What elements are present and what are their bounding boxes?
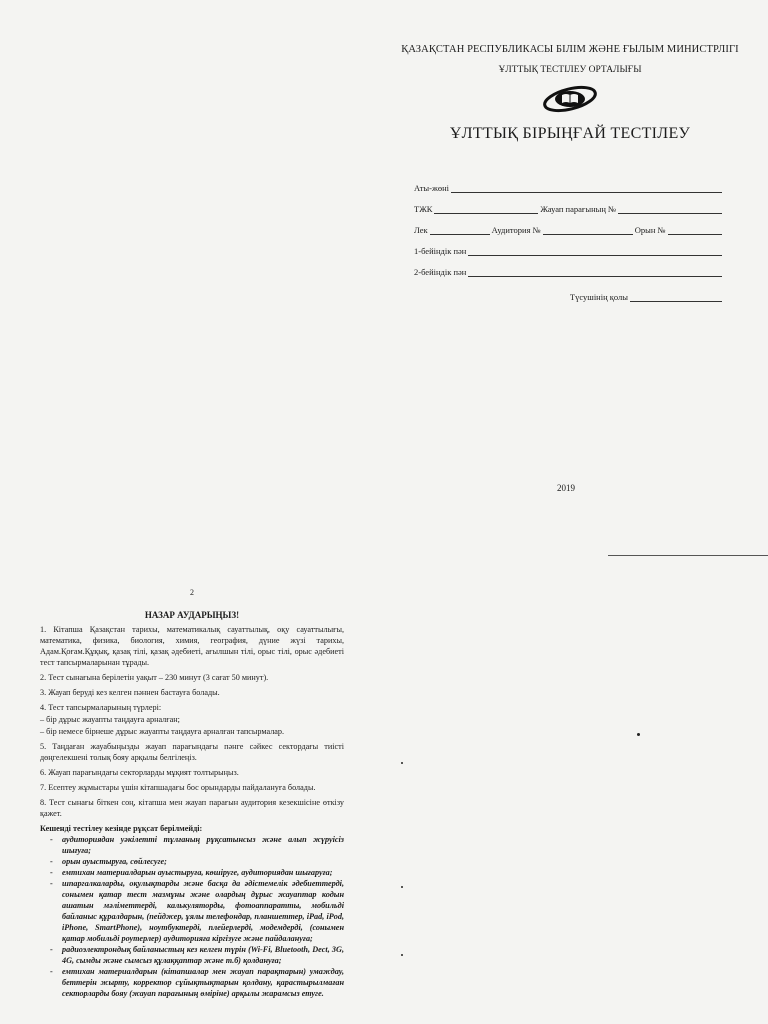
year: 2019: [557, 483, 575, 493]
auditorium-field[interactable]: [543, 225, 633, 235]
signature-row: [414, 281, 724, 302]
id-label: ТЖК: [414, 204, 433, 214]
notice-title: НАЗАР АУДАРЫҢЫЗ!: [144, 610, 240, 620]
auditorium-label: Аудитория №: [491, 225, 541, 235]
seat-field[interactable]: [668, 225, 722, 235]
scan-divider-line: [608, 555, 768, 556]
stream-label: Лек: [414, 225, 428, 235]
answer-sheet-label: Жауап парағының №: [540, 204, 617, 214]
scan-dot: [637, 733, 640, 736]
scan-dot: [401, 762, 403, 764]
profile1-field[interactable]: [468, 246, 722, 256]
prohibited-item: - емтихан материалдарын (кітапшалар мен жауап парақтарын) умаждау, беттерін жырту, корректор сұйықтықтарын қолдану, қарастырылмаған секторларды бояу (жауап парағының өміріне) арқылы жарамсыз етуге.: [50, 966, 344, 999]
scan-dot: [401, 886, 403, 888]
exam-title: ҰЛТТЫҚ БІРЫҢҒАЙ ТЕСТІЛЕУ: [449, 125, 691, 142]
instructions-block: [40, 610, 344, 999]
student-info-form: [414, 172, 724, 302]
prohibited-list: [40, 834, 344, 999]
instruction-item: 2. Тест сынағына берілетін уақыт – 230 минут (3 сағат 50 минут).: [40, 673, 269, 682]
seat-row: [414, 214, 724, 235]
ministry-name: ҚАЗАҚСТАН РЕСПУБЛИКАСЫ БІЛІМ ЖӘНЕ ҒЫЛЫМ МИНИСТРЛІГІ: [401, 44, 739, 55]
instruction-item: 5. Таңдаған жауабыңызды жауап парағындағы пәнге сәйкес сектордағы тиісті дөңгелекшені толық бояу арқылы белгілеңіз.: [40, 742, 344, 762]
prohibited-item: - емтихан материалдарын ауыстыруға, көшіруге, аудиториядан шығаруға;: [50, 867, 344, 878]
scan-dot: [401, 954, 403, 956]
instruction-item: 8. Тест сынағы біткен соң, кітапша мен жауап парағын аудитория кезекшісіне өткізу қажет.: [40, 798, 344, 818]
name-row: [414, 172, 724, 193]
instruction-item: 7. Есептеу жұмыстары үшін кітапшадағы бос орындарды пайдалануға болады.: [40, 783, 316, 792]
instruction-item: 3. Жауап беруді кез келген пәннен бастауға болады.: [40, 688, 220, 697]
stream-field[interactable]: [430, 225, 490, 235]
id-field[interactable]: [434, 204, 538, 214]
signature-label: Түсушінің қолы: [569, 292, 628, 302]
profile2-label: 2-бейіндік пән: [414, 267, 467, 277]
profile2-row: [414, 256, 724, 277]
prohibited-item: - шпаргалкаларды, оқулықтарды және басқа да әдістемелік әдебиеттерді, сонымен қатар тест мазмұны және олардың дұрыс жауаптар кодын ашатын мәліметтерді, калькуляторды, фотоаппаратты, мобильді байланыс құралдарын, (пейджер, ұялы телефондар, планшеттер, iPad, iPod, iPhone, SmartPhone), ноутбуктерді, плейерлерді, модемдерді, (сонымен қатар мобильді роутерлер) аудиторияға кіргізуге және пайдалануға;: [50, 878, 344, 944]
answer-sheet-field[interactable]: [618, 204, 722, 214]
prohibited-title: Кешенді тестілеу кезінде рұқсат берілмейді:: [40, 824, 203, 833]
instruction-item: 1. Кітапша Қазақстан тарихы, математикалық сауаттылық, оқу сауаттылығы, математика, физика, биология, химия, география, дүние жүзі тарихы, Адам.Қоғам.Құқық, қазақ тілі, қазақ әдебиеті, ағылшын тілі, орыс тілі, орыс әдебиеті тест тапсырмаларынан тұрады.: [40, 625, 344, 667]
instruction-item: – бір немесе бірнеше дұрыс жауапты таңдауға арналған тапсырмалар.: [40, 727, 285, 736]
book-ellipse-logo-icon: [540, 85, 600, 113]
prohibited-item: - орын ауыстыруға, сөйлесуге;: [50, 856, 344, 867]
profile1-row: [414, 235, 724, 256]
signature-field[interactable]: [630, 292, 722, 302]
instruction-item: 4. Тест тапсырмаларының түрлері:: [40, 703, 162, 712]
profile2-field[interactable]: [468, 267, 722, 277]
testing-center-name: ҰЛТТЫҚ ТЕСТІЛЕУ ОРТАЛЫҒЫ: [498, 65, 642, 75]
instruction-item: – бір дұрыс жауапты таңдауға арналған;: [40, 715, 180, 724]
prohibited-item: - аудиториядан уәкілетті тұлғаның рұқсатынсыз және алып жүруісіз шығуға;: [50, 834, 344, 856]
name-label: Аты-жөні: [414, 183, 450, 193]
instruction-item: 6. Жауап парағындағы секторларды мұқият толтырыңыз.: [40, 768, 239, 777]
cover-header: [400, 40, 740, 143]
name-field[interactable]: [451, 183, 722, 193]
prohibited-item: - радиоэлектрондық байланыстың кез келген түрін (Wi-Fi, Bluetooth, Dect, 3G, 4G, сымды және сымсыз құлаққаптар және т.б) қолдануға;: [50, 944, 344, 966]
profile1-label: 1-бейіндік пән: [414, 246, 467, 256]
seat-label: Орын №: [634, 225, 666, 235]
id-row: [414, 193, 724, 214]
page-number: 2: [190, 588, 194, 597]
